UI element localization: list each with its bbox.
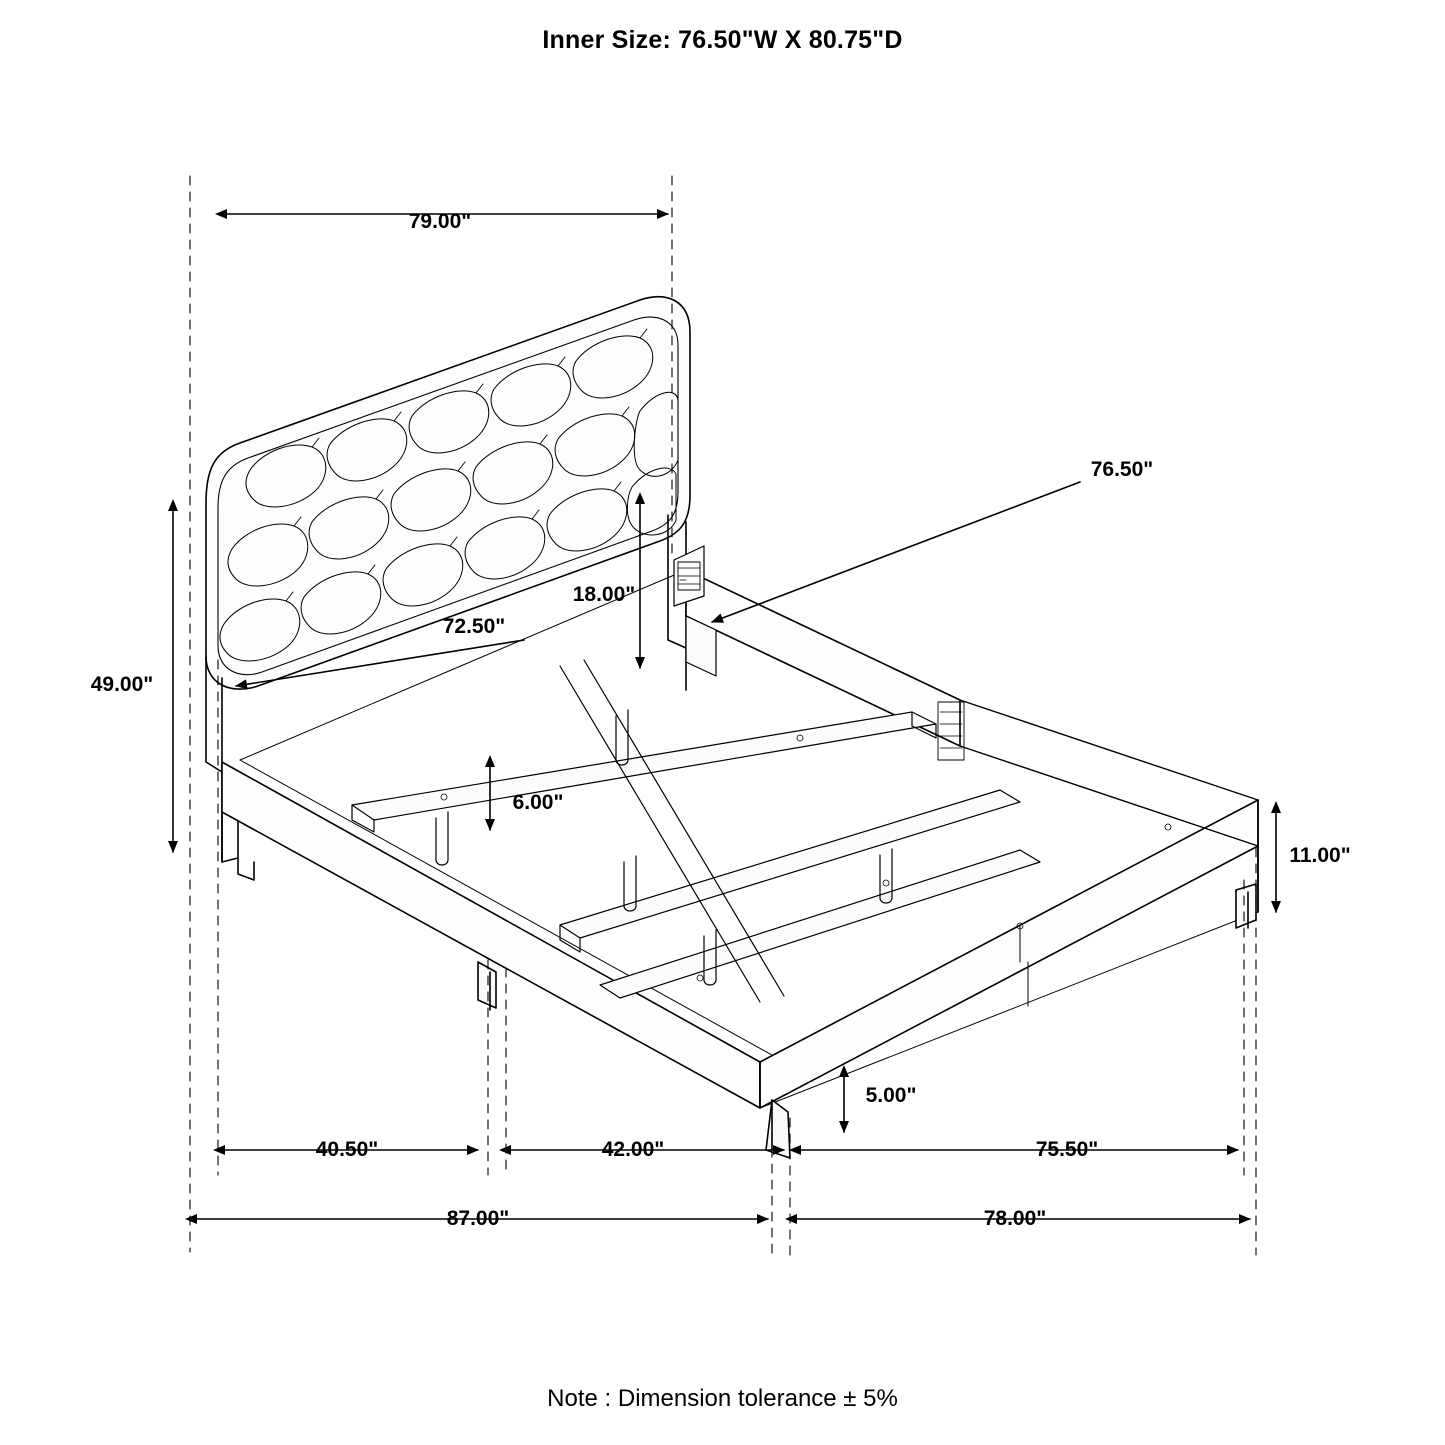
dimension-label-headboard-clearance-height: 18.00" xyxy=(572,583,636,606)
dimension-label-leg-height: 5.00" xyxy=(865,1084,917,1107)
dimension-label-side-rail-length: 75.50" xyxy=(1035,1138,1099,1161)
dimension-label-mid-leg-span: 42.00" xyxy=(601,1138,665,1161)
extension-lines xyxy=(190,176,1256,1255)
bed-frame xyxy=(222,570,1258,1108)
dimension-label-headboard-panel-width: 72.50" xyxy=(442,615,506,638)
dimension-label-headboard-width: 79.00" xyxy=(408,210,472,233)
dimension-label-overall-height: 49.00" xyxy=(90,673,154,696)
dimension-label-front-leg-span: 40.50" xyxy=(315,1138,379,1161)
dimension-label-deck-height: 11.00" xyxy=(1289,844,1351,867)
dimension-label-inner-width-callout: 76.50" xyxy=(1090,458,1154,481)
dimension-label-slat-support-height: 6.00" xyxy=(512,791,564,814)
page-title: Inner Size: 76.50"W X 80.75"D xyxy=(542,26,903,54)
tolerance-note: Note : Dimension tolerance ± 5% xyxy=(547,1385,898,1412)
dimension-label-overall-depth: 87.00" xyxy=(446,1207,510,1230)
dimension-label-overall-width: 78.00" xyxy=(983,1207,1047,1230)
